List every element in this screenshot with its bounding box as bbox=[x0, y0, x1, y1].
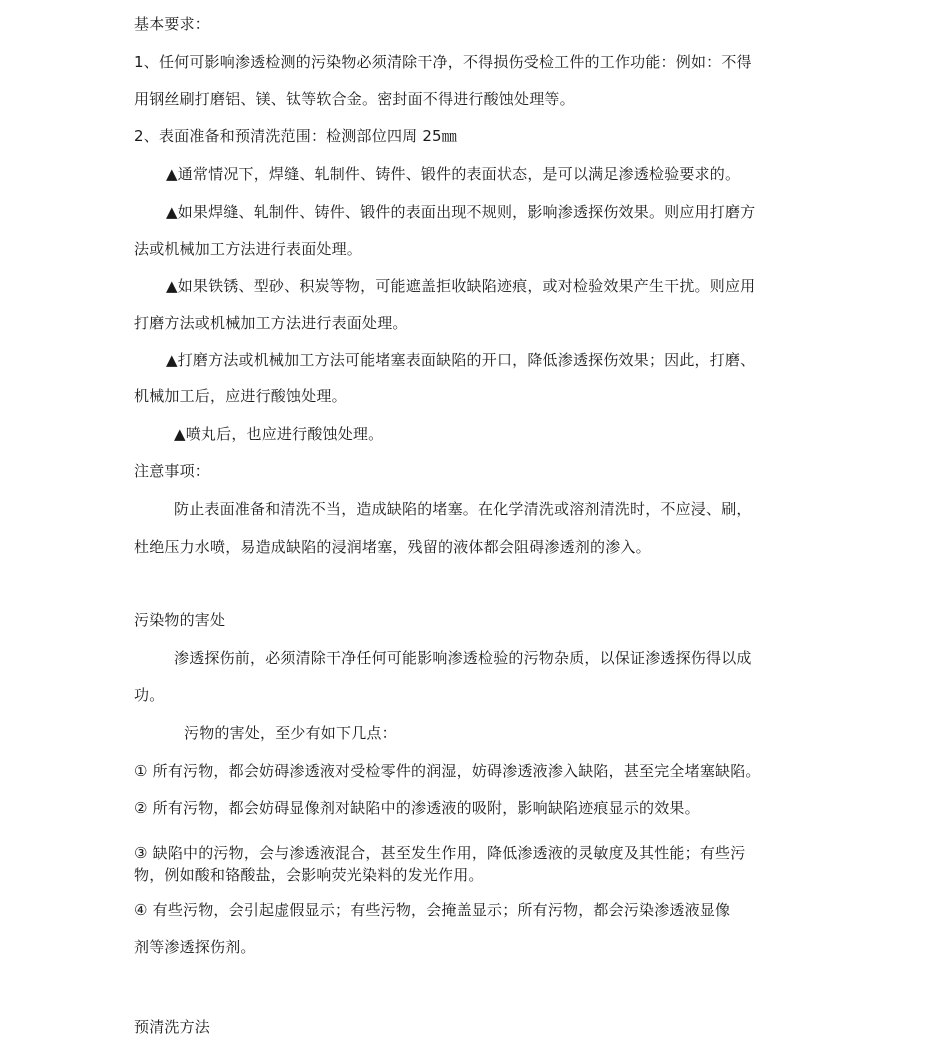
harm-intro-line-2: 功。 bbox=[134, 686, 165, 704]
heading-pre-cleaning-methods: 预清洗方法 bbox=[134, 1018, 211, 1036]
harm-point-1: ① 所有污物，都会妨碍渗透液对受检零件的润湿，妨碍渗透液渗入缺陷，甚至完全堵塞缺陷。 bbox=[134, 762, 761, 780]
heading-contaminant-harm: 污染物的害处 bbox=[134, 611, 226, 629]
harm-point-2: ② 所有污物，都会妨碍显像剂对缺陷中的渗透液的吸附，影响缺陷迹痕显示的效果。 bbox=[134, 799, 700, 817]
notes-line-2: 杜绝压力水喷，易造成缺陷的浸润堵塞，残留的液体都会阻碍渗透剂的渗入。 bbox=[134, 538, 651, 556]
bullet-2-line-2: 法或机械加工方法进行表面处理。 bbox=[134, 240, 363, 258]
bullet-3-line-2: 打磨方法或机械加工方法进行表面处理。 bbox=[134, 314, 408, 332]
notes-line-1: 防止表面准备和清洗不当，造成缺陷的堵塞。在化学清洗或溶剂清洗时，不应浸、刷， bbox=[174, 500, 752, 518]
bullet-2-line-1: ▲如果焊缝、轧制件、铸件、锻件的表面出现不规则，影响渗透探伤效果。则应用打磨方 bbox=[166, 203, 756, 221]
harm-points-intro: 污物的害处，至少有如下几点： bbox=[184, 724, 397, 742]
harm-point-4-line-2: 剂等渗透探伤剂。 bbox=[134, 938, 256, 956]
heading-basic-requirements: 基本要求： bbox=[134, 15, 211, 33]
harm-point-3-line-2: 物，例如酸和铬酸盐，会影响荧光染料的发光作用。 bbox=[134, 866, 484, 884]
bullet-4-line-2: 机械加工后，应进行酸蚀处理。 bbox=[134, 387, 347, 405]
requirement-1-line-2: 用钢丝刷打磨铝、镁、钛等软合金。密封面不得进行酸蚀处理等。 bbox=[134, 90, 575, 108]
bullet-4-line-1: ▲打磨方法或机械加工方法可能堵塞表面缺陷的开口，降低渗透探伤效果；因此，打磨、 bbox=[166, 351, 756, 369]
harm-intro-line-1: 渗透探伤前，必须清除干净任何可能影响渗透检验的污物杂质，以保证渗透探伤得以成 bbox=[174, 649, 752, 667]
harm-point-4-line-1: ④ 有些污物，会引起虚假显示；有些污物，会掩盖显示；所有污物，都会污染渗透液显像 bbox=[134, 901, 731, 919]
bullet-1: ▲通常情况下，焊缝、轧制件、铸件、锻件的表面状态，是可以满足渗透检验要求的。 bbox=[166, 165, 741, 183]
harm-point-3-line-1: ③ 缺陷中的污物，会与渗透液混合，甚至发生作用，降低渗透液的灵敏度及其性能；有些污 bbox=[134, 844, 746, 862]
requirement-1-line-1: 1、任何可影响渗透检测的污染物必须清除干净，不得损伤受检工件的工作功能：例如：不得 bbox=[134, 53, 752, 71]
bullet-5: ▲喷丸后，也应进行酸蚀处理。 bbox=[174, 425, 384, 443]
bullet-3-line-1: ▲如果铁锈、型砂、积炭等物，可能遮盖拒收缺陷迹痕，或对检验效果产生干扰。则应用 bbox=[166, 277, 756, 295]
requirement-2: 2、表面准备和预清洗范围：检测部位四周 25㎜ bbox=[134, 127, 458, 145]
heading-notes: 注意事项： bbox=[134, 462, 211, 480]
